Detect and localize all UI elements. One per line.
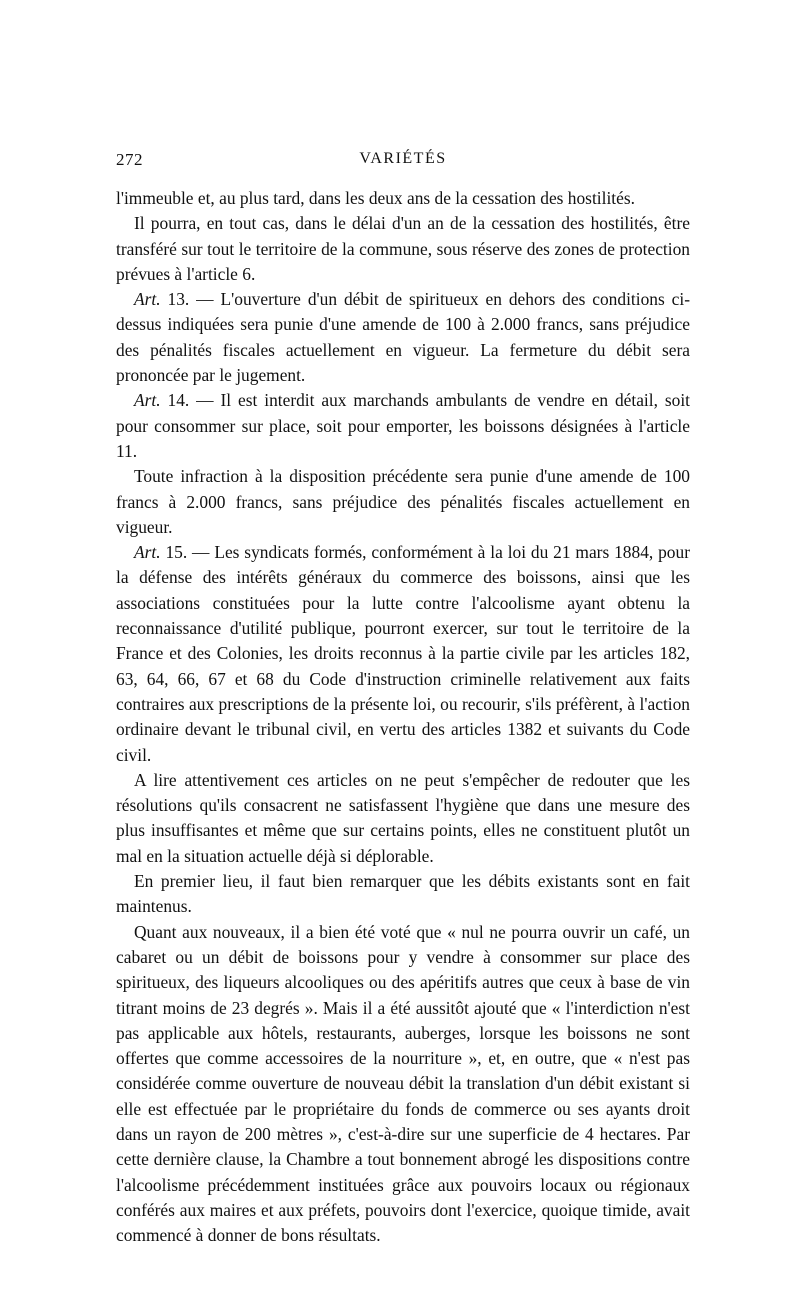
paragraph-5 bbox=[116, 464, 690, 540]
article-14 bbox=[116, 388, 690, 464]
paragraph-1 bbox=[116, 186, 690, 211]
paragraph-8 bbox=[116, 869, 690, 920]
paragraph-7 bbox=[116, 768, 690, 869]
paragraph-text: Il pourra, en tout cas, dans le délai d'un an de la cessation des hostilités, être transféré sur tout le territoire de la commune, sous réserve des zones de protection prévues à l'article 6. bbox=[116, 213, 690, 284]
document-page bbox=[116, 150, 690, 1248]
body-text bbox=[116, 186, 690, 1248]
section-title: VARIÉTÉS bbox=[359, 150, 447, 167]
paragraph-2 bbox=[116, 211, 690, 287]
running-head bbox=[116, 150, 690, 178]
article-13 bbox=[116, 287, 690, 388]
article-label: Art. bbox=[134, 390, 161, 411]
page-number: 272 bbox=[116, 150, 143, 169]
article-15 bbox=[116, 540, 690, 768]
paragraph-text: En premier lieu, il faut bien remarquer que les débits existants sont en fait maintenus. bbox=[116, 871, 690, 917]
paragraph-text: 13. — L'ouverture d'un débit de spiritueux en dehors des conditions ci-dessus indiquées sera punie d'une amende de 100 à 2.000 francs, sans préjudice des pénalités fiscales actuellement en vigueur. La fermeture du débit sera prononcée par le jugement. bbox=[116, 289, 690, 386]
article-label: Art. bbox=[134, 542, 161, 563]
article-label: Art. bbox=[134, 289, 161, 310]
paragraph-text: Toute infraction à la disposition précédente sera punie d'une amende de 100 francs à 2.000 francs, sans préjudice des pénalités fiscales actuellement en vigueur. bbox=[116, 466, 690, 537]
paragraph-text: l'immeuble et, au plus tard, dans les deux ans de la cessation des hostilités. bbox=[116, 188, 635, 208]
paragraph-text: 15. — Les syndicats formés, conformément à la loi du 21 mars 1884, pour la défense des intérêts généraux du commerce des boissons, ainsi que les associations constituées pour la lutte contre l'alcoolisme ayant obtenu la reconnaissance d'utilité publique, pourront exercer, sur tout le territoire de la France et des Colonies, les droits reconnus à la partie civile par les articles 182, 63, 64, 66, 67 et 68 du Code d'instruction criminelle relativement aux faits contraires aux prescriptions de la présente loi, ou recourir, s'ils préfèrent, à l'action ordinaire devant le tribunal civil, en vertu des articles 1382 et suivants du Code civil. bbox=[116, 542, 690, 765]
paragraph-text: 14. — Il est interdit aux marchands ambulants de vendre en détail, soit pour consommer sur place, soit pour emporter, les boissons désignées à l'article 11. bbox=[116, 390, 690, 461]
paragraph-text: Quant aux nouveaux, il a bien été voté que « nul ne pourra ouvrir un café, un cabaret ou un débit de boissons pour y vendre à consommer sur place des spiritueux, des liqueurs alcooliques ou des apéritifs autres que ceux à base de vin titrant moins de 23 degrés ». Mais il a été aussitôt ajouté que « l'interdiction n'est pas applicable aux hôtels, restaurants, auberges, lorsque les boissons ne sont offertes que comme accessoires de la nourriture », et, en outre, que « n'est pas considérée comme ouverture de nouveau débit la translation d'un débit existant si elle est effectuée par le propriétaire du fonds de commerce ou ses ayants droit dans un rayon de 200 mètres », c'est-à-dire sur une superficie de 4 hectares. Par cette dernière clause, la Chambre a tout bonnement abrogé les dispositions contre l'alcoolisme précédemment instituées grâce aux pouvoirs locaux ou régionaux conférés aux maires et aux préfets, pouvoirs dont l'exercice, quoique timide, avait commencé à donner de bons résultats. bbox=[116, 921, 690, 1246]
paragraph-text: A lire attentivement ces articles on ne peut s'empêcher de redouter que les résolutions qu'ils consacrent ne satisfassent l'hygiène que dans une mesure des plus insuffisantes et même que sur certains points, elles ne constituent plutôt un mal en la situation actuelle déjà si déplorable. bbox=[116, 769, 690, 866]
paragraph-9 bbox=[116, 920, 690, 1249]
